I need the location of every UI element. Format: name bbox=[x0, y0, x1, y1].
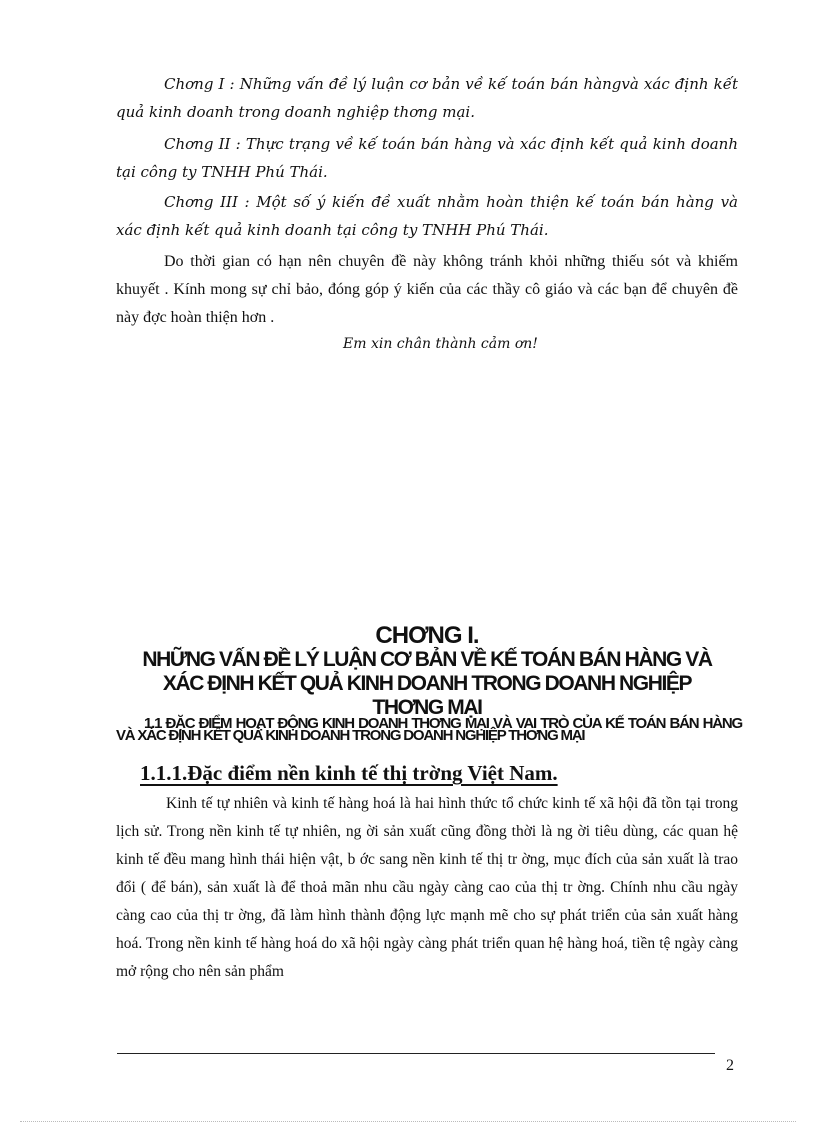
chapter-number: CHƠNG I. bbox=[375, 622, 479, 649]
page-number: 2 bbox=[726, 1057, 734, 1074]
chapter-1-summary-text: Chơng I : Những vấn đề lý luận cơ bản về kế toán bán hàngvà xác định kết quả kinh doanh trong doanh nghiệp thơng mại. bbox=[116, 75, 738, 121]
section-heading-text: 1.1 ĐẶC ĐIỂM HOẠT ĐỘNG KINH DOANH THƠNG MẠI VÀ VAI TRÒ CỦA KẾ TOÁN BÁN HÀNG VÀ XÁC ĐỊNH KẾT QUẢ KINH DOANH TRONG DOANH NGHIỆP THƠNG MẠI bbox=[116, 715, 742, 744]
chapter-1-summary bbox=[116, 70, 738, 126]
footer-rule bbox=[117, 1053, 715, 1054]
chapter-3-summary bbox=[116, 188, 738, 244]
thanks-line: Em xin chân thành cảm ơn! bbox=[343, 336, 538, 352]
chapter-2-summary bbox=[116, 130, 738, 186]
closing-paragraph: Do thời gian có hạn nên chuyên đề này không tránh khỏi những thiếu sót và khiếm khuyết . Kính mong sự chỉ bảo, đóng góp ý kiến của các thầy cô giáo và các bạn để chuyên đề này đợc hoàn thiện hơn . bbox=[116, 253, 738, 326]
chapter-2-summary-text: Chơng II : Thực trạng về kế toán bán hàng và xác định kết quả kinh doanh tại công ty TNHH Phú Thái. bbox=[116, 135, 738, 181]
page-bottom-border bbox=[20, 1121, 796, 1122]
body-paragraph: Kinh tế tự nhiên và kinh tế hàng hoá là hai hình thức tổ chức kinh tế xã hội đã tồn tại trong lịch sử. Trong nền kinh tế tự nhiên, ng ời sản xuất cũng đồng thời là ng ời tiêu dùng, các quan hệ kinh tế đều mang hình thái hiện vật, b ớc sang nền kinh tế thị tr ờng, mục đích của sản xuất là trao đổi ( để bán), sản xuất là để thoả mãn nhu cầu ngày càng cao của thị tr ờng. Chính nhu cầu ngày càng cao của thị tr ờng, đã làm hình thành động lực mạnh mẽ cho sự phát triển của sản xuất hàng hoá. Trong nền kinh tế hàng hoá do xã hội ngày càng phát triển quan hệ hàng hoá, tiền tệ ngày càng mở rộng cho nên sản phẩm bbox=[116, 795, 738, 980]
chapter-heading bbox=[116, 624, 738, 720]
chapter-3-summary-text: Chơng III : Một số ý kiến đề xuất nhằm hoàn thiện kế toán bán hàng và xác định kết quả kinh doanh tại công ty TNHH Phú Thái. bbox=[116, 193, 738, 239]
subsection-heading: 1.1.1.Đặc điểm nền kinh tế thị trờng Việt Nam. bbox=[140, 761, 558, 785]
chapter-title: NHỮNG VẤN ĐỀ LÝ LUẬN CƠ BẢN VỀ KẾ TOÁN BÁN HÀNG VÀ XÁC ĐỊNH KẾT QUẢ KINH DOANH TRONG DOANH NGHIỆP THƠNG MẠI bbox=[142, 648, 712, 719]
section-heading bbox=[116, 715, 742, 744]
